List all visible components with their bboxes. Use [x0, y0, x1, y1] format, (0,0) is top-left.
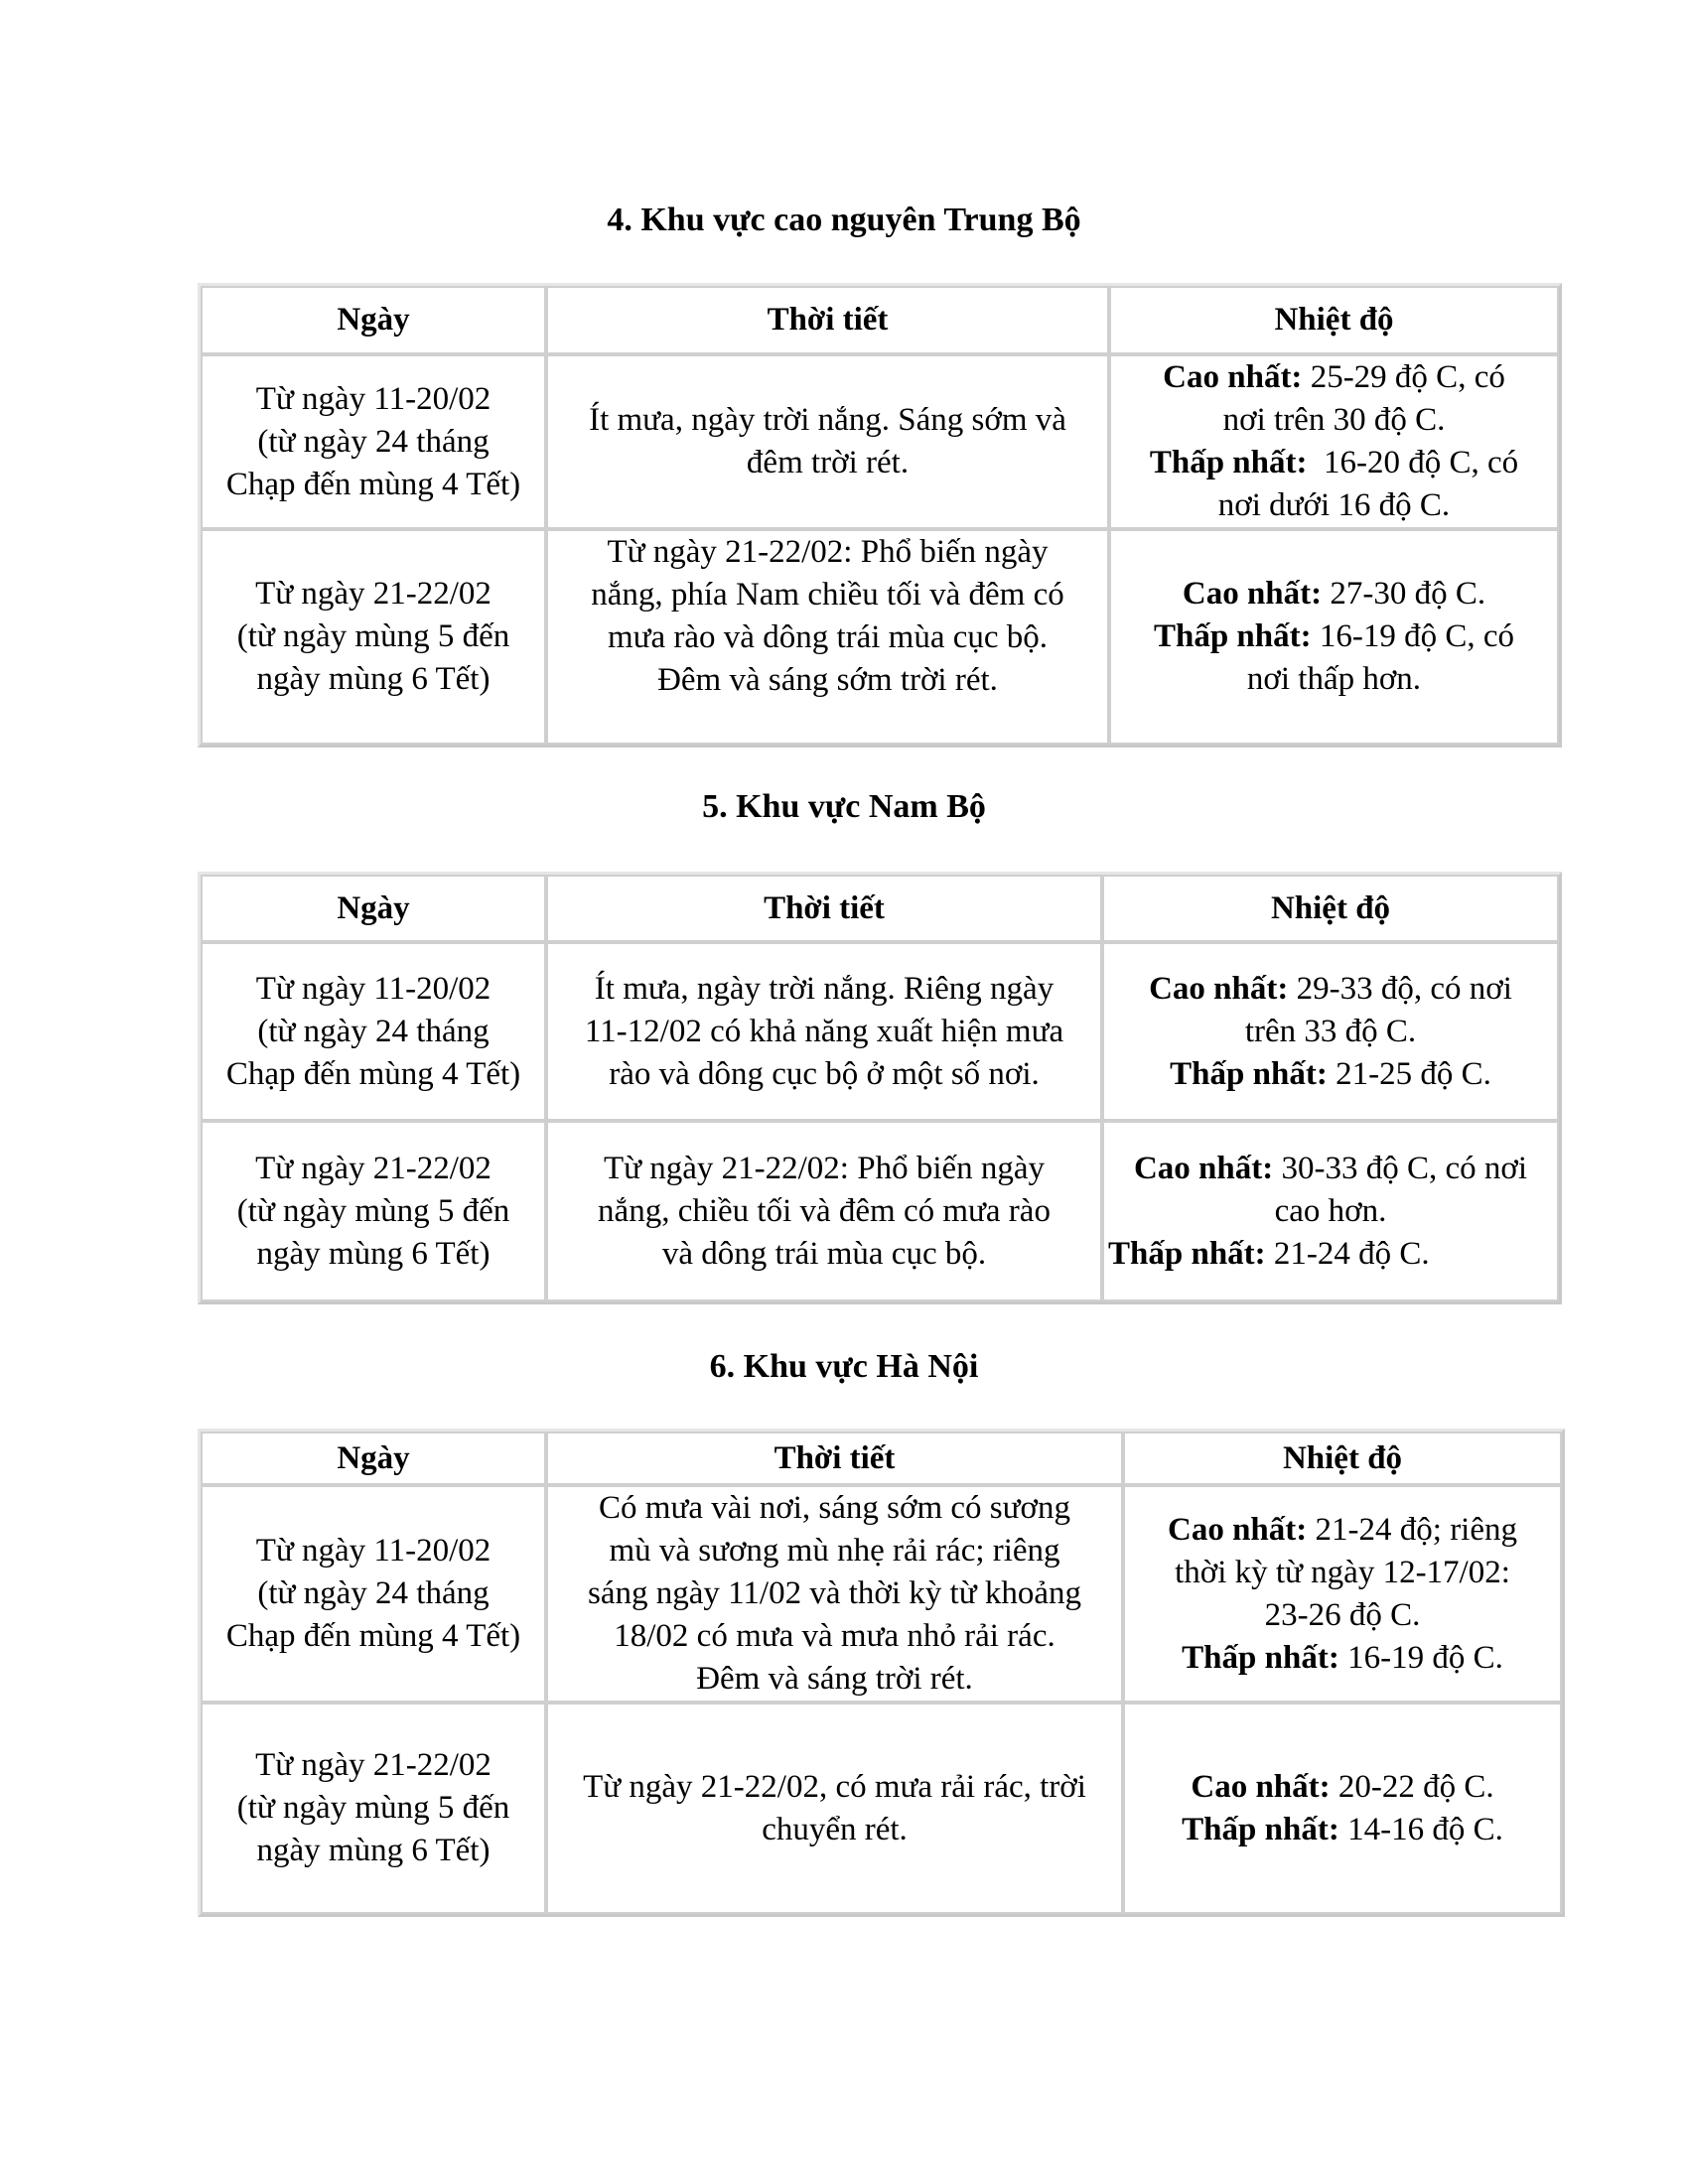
temperature-value: 14-16 độ C. — [1338, 1811, 1503, 1847]
column-header-date: Ngày — [201, 1432, 546, 1485]
date-cell — [201, 1121, 546, 1301]
weather-cell — [546, 1485, 1123, 1703]
min-temp-label: Thấp nhất: — [1182, 1811, 1339, 1847]
max-temp-label: Cao nhất: — [1191, 1768, 1331, 1805]
temperature-cell — [1123, 1485, 1562, 1703]
temperature-cell — [1123, 1703, 1562, 1914]
max-temp-label: Cao nhất: — [1149, 970, 1289, 1007]
temperature-value: 16-20 độ C, có — [1307, 445, 1519, 480]
column-header-temperature: Nhiệt độ — [1109, 286, 1559, 354]
date-cell — [201, 529, 546, 745]
table-row — [201, 1485, 1562, 1703]
temperature-value: 20-22 độ C. — [1330, 1768, 1494, 1805]
temperature-text-line — [1129, 1552, 1556, 1594]
weather-text-line: nắng, phía Nam chiều tối và đêm có — [591, 577, 1064, 613]
weather-text-line: mưa rào và dông trái mùa cục bộ. — [607, 619, 1049, 655]
temperature-text-line — [1115, 484, 1553, 527]
weather-text-line: Từ ngày 21-22/02: Phổ biến ngày — [607, 534, 1049, 570]
weather-cell — [546, 529, 1109, 745]
weather-text-line: nắng, chiều tối và đêm có mưa rào — [598, 1192, 1051, 1229]
date-text-line: ngày mùng 6 Tết) — [256, 661, 491, 697]
table-row — [201, 1121, 1559, 1301]
table-row — [201, 942, 1559, 1121]
temperature-value: nơi dưới 16 độ C. — [1217, 487, 1451, 523]
weather-text-line: Đêm và sáng trời rét. — [696, 1661, 973, 1697]
temperature-text-line — [1129, 1637, 1556, 1680]
temperature-text-line — [1108, 1233, 1553, 1276]
table-row — [201, 529, 1559, 745]
temperature-text-line — [1108, 1011, 1553, 1053]
min-temp-label: Thấp nhất: — [1170, 1055, 1328, 1092]
weather-table-nam-bo — [198, 872, 1562, 1304]
date-text-line: (từ ngày mùng 5 đến — [236, 618, 510, 654]
weather-text-line: sáng ngày 11/02 và thời kỳ từ khoảng — [588, 1575, 1081, 1611]
temperature-text-line — [1115, 399, 1553, 442]
min-temp-label: Thấp nhất: — [1108, 1235, 1266, 1272]
section-title-nam-bo: 5. Khu vực Nam Bộ — [702, 788, 986, 825]
column-header-temperature: Nhiệt độ — [1102, 875, 1559, 942]
weather-cell — [546, 1121, 1102, 1301]
date-text-line: ngày mùng 6 Tết) — [256, 1833, 491, 1868]
max-temp-label: Cao nhất: — [1133, 1150, 1274, 1186]
table-header-row — [201, 875, 1559, 942]
column-header-weather: Thời tiết — [546, 875, 1102, 942]
date-text-line: Từ ngày 21-22/02 — [255, 1150, 492, 1186]
temperature-value: 27-30 độ C. — [1322, 576, 1486, 612]
weather-text-line: Từ ngày 21-22/02: Phổ biến ngày — [603, 1150, 1046, 1186]
column-header-weather: Thời tiết — [546, 286, 1109, 354]
weather-text-line: Có mưa vài nơi, sáng sớm có sương — [599, 1490, 1070, 1526]
temperature-text-line — [1108, 1053, 1553, 1096]
date-text-line: Từ ngày 21-22/02 — [255, 1747, 492, 1783]
column-header-temperature: Nhiệt độ — [1123, 1432, 1562, 1485]
date-cell — [201, 1485, 546, 1703]
temperature-value: 30-33 độ C, có nơi — [1273, 1150, 1528, 1186]
temperature-text-line — [1115, 658, 1553, 701]
table-row — [201, 1703, 1562, 1914]
weather-text-line: 18/02 có mưa và mưa nhỏ rải rác. — [614, 1618, 1055, 1654]
temperature-value: 21-24 độ C. — [1265, 1235, 1430, 1272]
date-cell — [201, 1703, 546, 1914]
temperature-value: 23-26 độ C. — [1264, 1596, 1421, 1633]
temperature-text-line — [1115, 356, 1553, 399]
temperature-value: nơi thấp hơn. — [1246, 661, 1422, 697]
date-text-line: ngày mùng 6 Tết) — [256, 1235, 491, 1272]
temperature-value: 21-25 độ C. — [1327, 1055, 1491, 1092]
temperature-text-line — [1108, 968, 1553, 1011]
weather-text-line: chuyển rét. — [762, 1811, 908, 1847]
temperature-value: 29-33 độ, có nơi — [1288, 970, 1512, 1007]
date-text-line: Từ ngày 21-22/02 — [255, 576, 492, 612]
temperature-cell — [1102, 1121, 1559, 1301]
date-text-line: (từ ngày mùng 5 đến — [236, 1192, 510, 1229]
date-cell — [201, 354, 546, 529]
weather-text-line: Đêm và sáng sớm trời rét. — [657, 662, 998, 698]
max-temp-label: Cao nhất: — [1182, 576, 1323, 612]
weather-text-line: Ít mưa, ngày trời nắng. Sáng sớm và — [589, 402, 1066, 438]
temperature-value: 16-19 độ C, có — [1311, 618, 1515, 654]
table-header-row — [201, 1432, 1562, 1485]
date-text-line: Chạp đến mùng 4 Tết) — [225, 1618, 521, 1654]
temperature-text-line — [1129, 1509, 1556, 1552]
weather-text-line: Từ ngày 21-22/02, có mưa rải rác, trời — [583, 1768, 1086, 1805]
column-header-date: Ngày — [201, 286, 546, 354]
weather-text-line: đêm trời rét. — [746, 445, 910, 480]
temperature-text-line — [1129, 1809, 1556, 1851]
date-text-line: Chạp đến mùng 4 Tết) — [225, 466, 521, 502]
date-text-line: Chạp đến mùng 4 Tết) — [225, 1055, 521, 1092]
date-text-line: (từ ngày 24 tháng — [257, 423, 490, 460]
section-title-cao-nguyen-trung-bo: 4. Khu vực cao nguyên Trung Bộ — [607, 202, 1081, 238]
weather-table-ha-noi — [198, 1429, 1565, 1917]
date-text-line: Từ ngày 11-20/02 — [255, 1533, 492, 1569]
weather-table-cao-nguyen-trung-bo — [198, 283, 1562, 748]
temperature-value: thời kỳ từ ngày 12-17/02: — [1175, 1554, 1510, 1590]
column-header-date: Ngày — [201, 875, 546, 942]
weather-cell — [546, 1703, 1123, 1914]
date-text-line: (từ ngày 24 tháng — [257, 1575, 490, 1611]
weather-cell — [546, 354, 1109, 529]
table-header-row — [201, 286, 1559, 354]
temperature-text-line — [1129, 1766, 1556, 1809]
date-text-line: Từ ngày 11-20/02 — [255, 380, 492, 417]
temperature-text-line — [1129, 1594, 1556, 1637]
table-row — [201, 354, 1559, 529]
min-temp-label: Thấp nhất: — [1182, 1639, 1339, 1676]
weather-text-line: rào và dông cục bộ ở một số nơi. — [609, 1055, 1040, 1092]
section-title-ha-noi: 6. Khu vực Hà Nội — [709, 1348, 979, 1385]
min-temp-label: Thấp nhất: — [1153, 618, 1312, 654]
temperature-value: 25-29 độ C, có — [1302, 359, 1505, 395]
max-temp-label: Cao nhất: — [1163, 359, 1303, 395]
temperature-value: cao hơn. — [1274, 1192, 1387, 1229]
weather-text-line: mù và sương mù nhẹ rải rác; riêng — [609, 1533, 1060, 1569]
column-header-weather: Thời tiết — [546, 1432, 1123, 1485]
temperature-cell — [1109, 529, 1559, 745]
weather-cell — [546, 942, 1102, 1121]
date-text-line: Từ ngày 11-20/02 — [255, 970, 492, 1007]
temperature-text-line — [1108, 1190, 1553, 1233]
weather-text-line: và dông trái mùa cục bộ. — [661, 1235, 987, 1272]
temperature-text-line — [1115, 615, 1553, 658]
date-text-line: (từ ngày 24 tháng — [257, 1013, 490, 1049]
temperature-value: 16-19 độ C. — [1338, 1639, 1503, 1676]
temperature-value: trên 33 độ C. — [1244, 1013, 1417, 1049]
max-temp-label: Cao nhất: — [1168, 1511, 1308, 1548]
temperature-value: nơi trên 30 độ C. — [1222, 402, 1446, 438]
weather-text-line: 11-12/02 có khả năng xuất hiện mưa — [584, 1013, 1064, 1049]
weather-text-line: Ít mưa, ngày trời nắng. Riêng ngày — [594, 970, 1055, 1007]
temperature-value: 21-24 độ; riêng — [1307, 1511, 1517, 1548]
temperature-text-line — [1108, 1148, 1553, 1190]
temperature-cell — [1102, 942, 1559, 1121]
date-text-line: (từ ngày mùng 5 đến — [236, 1790, 510, 1826]
temperature-cell — [1109, 354, 1559, 529]
temperature-text-line — [1115, 442, 1553, 484]
min-temp-label: Thấp nhất: — [1149, 445, 1308, 480]
temperature-text-line — [1115, 573, 1553, 615]
date-cell — [201, 942, 546, 1121]
